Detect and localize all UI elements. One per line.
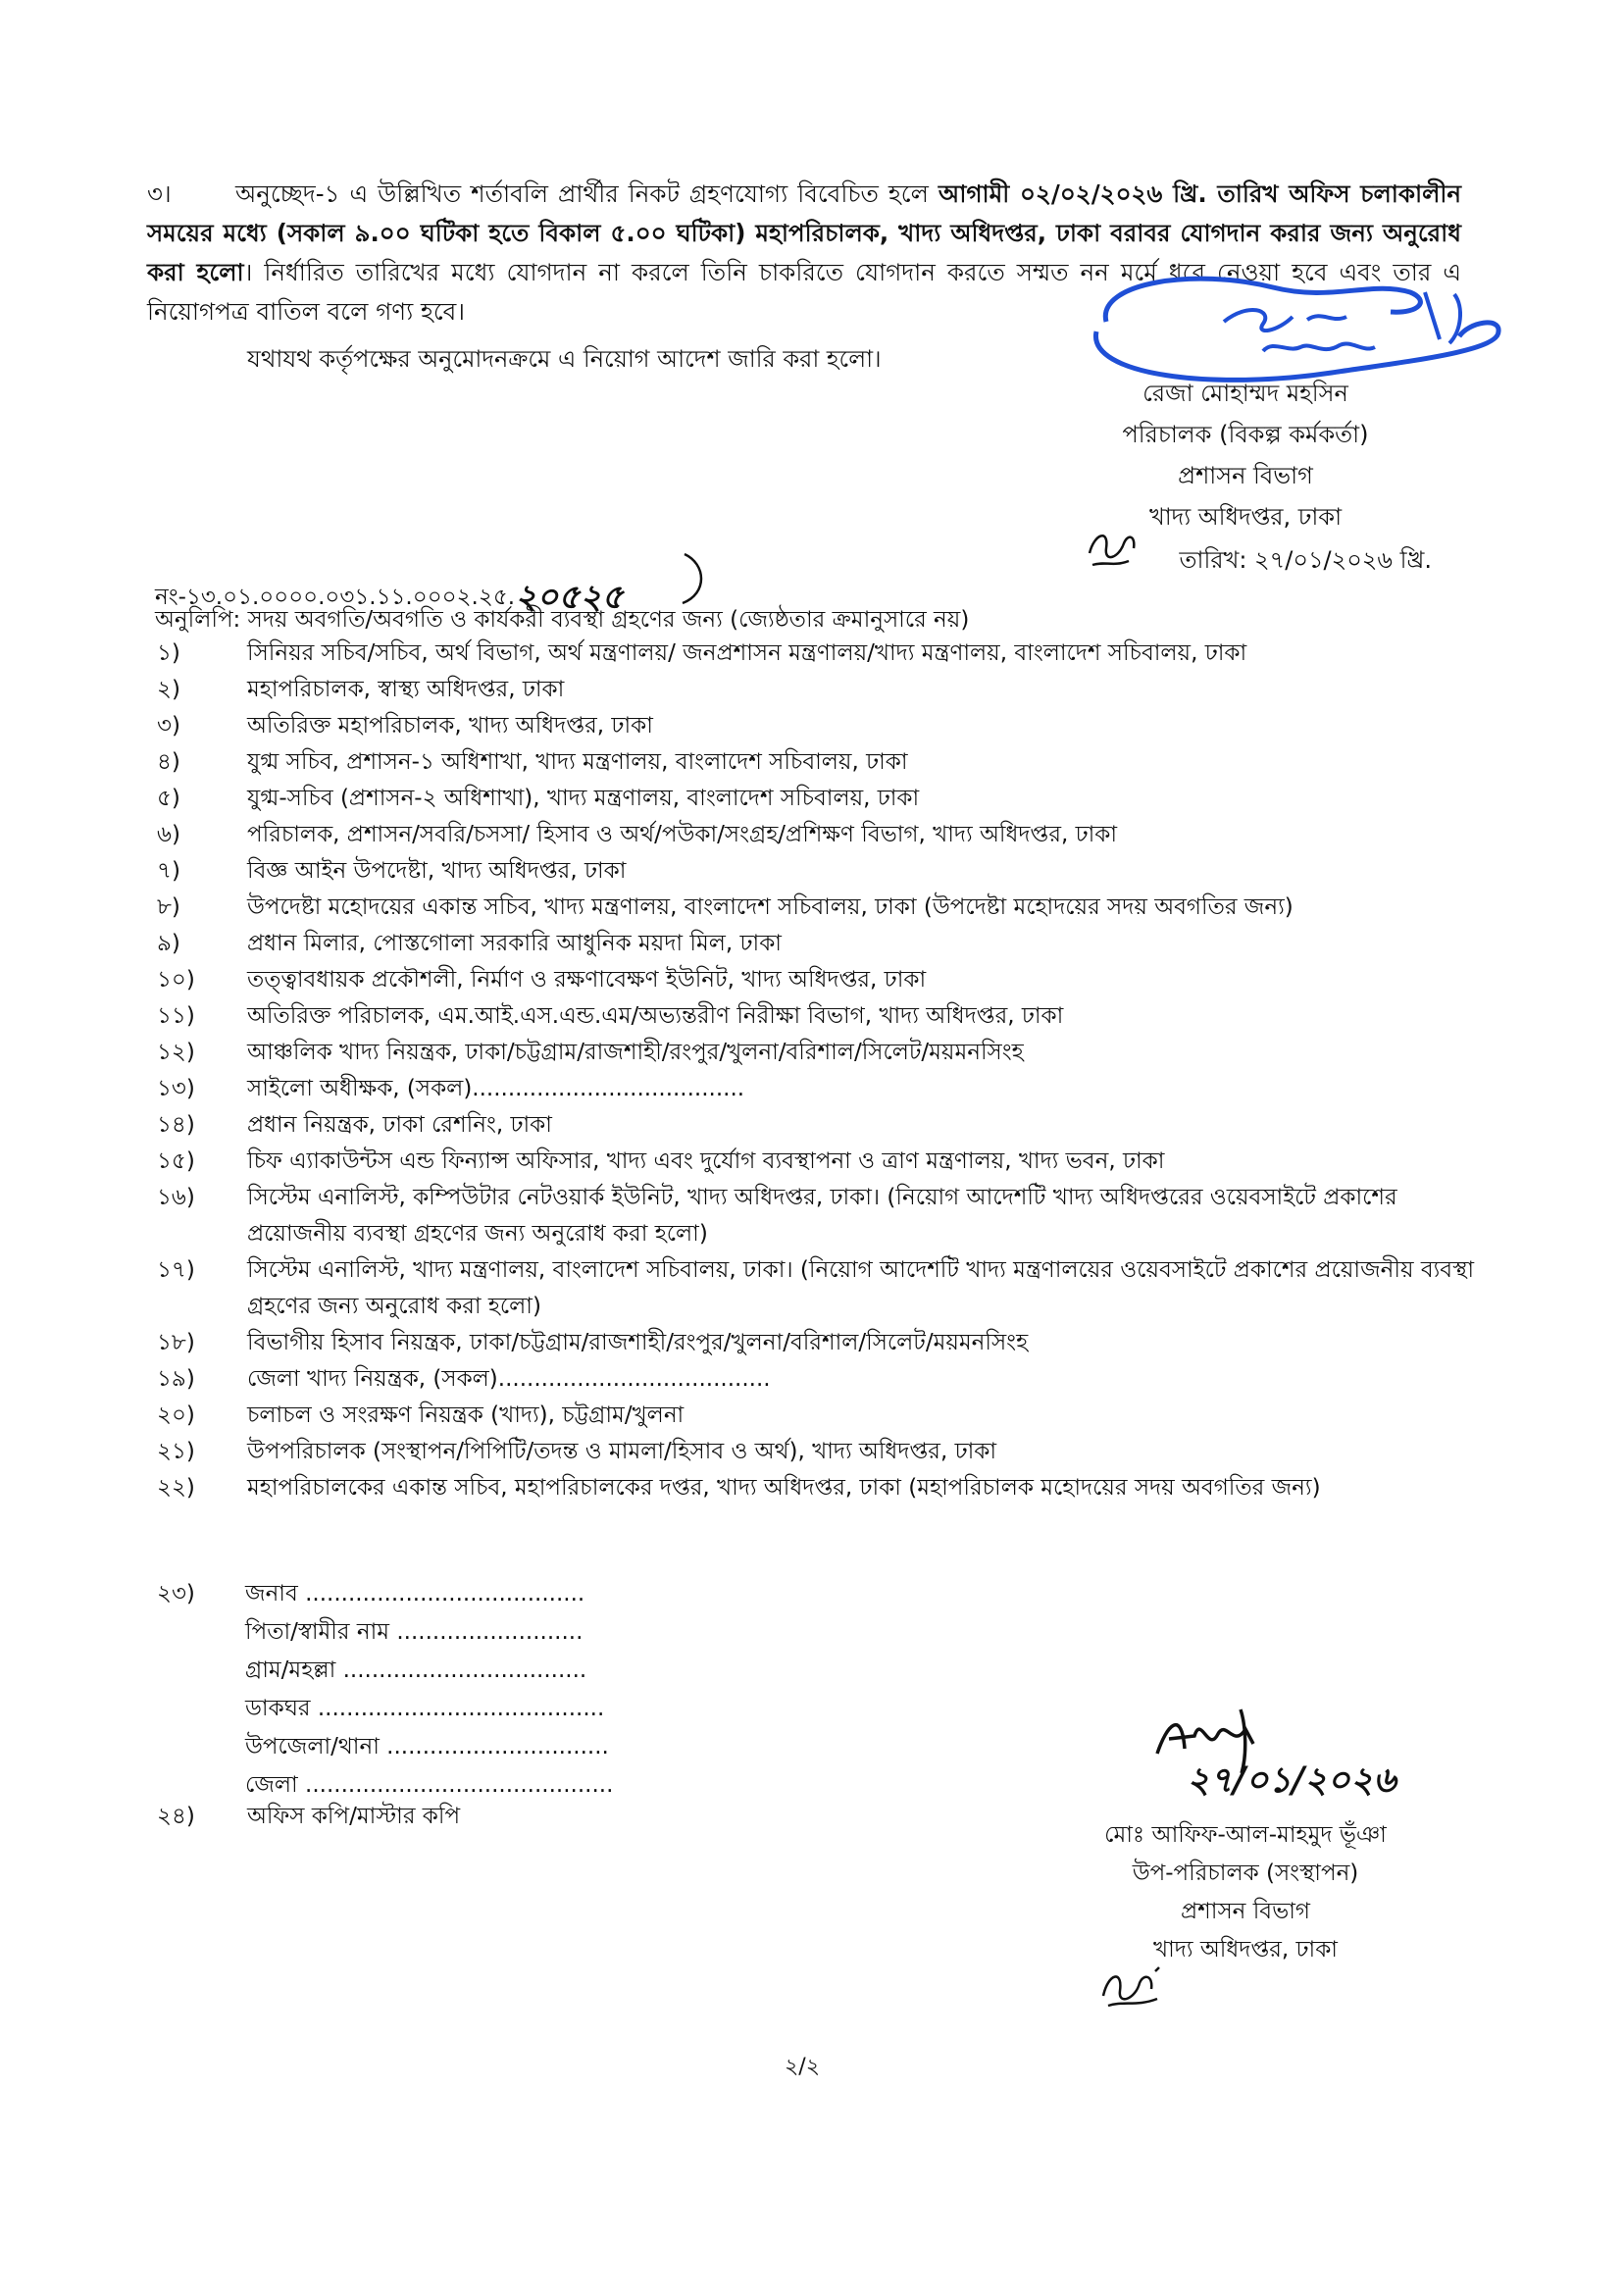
distribution-item [157,708,1491,744]
distribution-item-text: সিস্টেম এনালিস্ট, খাদ্য মন্ত্রণালয়, বাংলাদেশ সচিবালয়, ঢাকা। (নিয়োগ আদেশটি খাদ্য মন্ত্রণালয়ের ওয়েবসাইটে প্রকাশের প্রয়োজনীয় ব্যবস্থা গ্রহণের জন্য অনুরোধ করা হলো) [247,1257,1474,1319]
distribution-item-text: সিস্টেম এনালিস্ট, কম্পিউটার নেটওয়ার্ক ইউনিট, খাদ্য অধিদপ্তর, ঢাকা। (নিয়োগ আদেশটি খাদ্য অধিদপ্তরের ওয়েবসাইটে প্রকাশের প্রয়োজনীয় ব্যবস্থা গ্রহণের জন্য অনুরোধ করা হলো) [247,1185,1397,1247]
initial-scribble-2 [1098,1962,1167,2011]
distribution-item [157,1361,1491,1398]
distribution-item-text: প্রধান নিয়ন্ত্রক, ঢাকা রেশনিং, ঢাকা [247,1112,552,1138]
distribution-list [157,636,1491,1506]
distribution-item-text: অতিরিক্ত পরিচালক, এম.আই.এস.এন্ড.এম/অভ্যন্তরীণ নিরীক্ষা বিভাগ, খাদ্য অধিদপ্তর, ঢাকা [247,1003,1064,1029]
distribution-item-text: সাইলো অধীক্ষক, (সকল)...................................... [247,1076,745,1101]
distribution-item-text: বিভাগীয় হিসাব নিয়ন্ত্রক, ঢাকা/চট্টগ্রাম/রাজশাহী/রংপুর/খুলনা/বরিশাল/সিলেট/ময়মনসিংহ [247,1330,1029,1355]
handwritten-date-2: ২৭/০১/২০২৬ [1187,1759,1396,1801]
signatory-2-office: খাদ্য অধিদপ্তর, ঢাকা [1153,1937,1338,1963]
distribution-item-number: ২১) [157,1439,195,1464]
distribution-item [157,1035,1491,1071]
distribution-item [157,853,1491,890]
paragraph-text-1: অনুচ্ছেদ-১ এ উল্লিখিত শর্তাবলি প্রার্থীর নিকট গ্রহণযোগ্য বিবেচিত হলে [235,179,939,208]
initial-scribble-1 [1085,524,1143,573]
distribution-item [157,1434,1491,1470]
distribution-item-text: জেলা খাদ্য নিয়ন্ত্রক, (সকল)...................................... [247,1366,771,1392]
distribution-item-text: প্রধান মিলার, পোস্তগোলা সরকারি আধুনিক ময়দা মিল, ঢাকা [247,931,782,956]
distribution-item [157,1107,1491,1144]
distribution-item-text: চিফ এ্যাকাউন্টস এন্ড ফিন্যান্স অফিসার, খাদ্য এবং দুর্যোগ ব্যবস্থাপনা ও ত্রাণ মন্ত্রণালয়, খাদ্য ভবন, ঢাকা [247,1148,1165,1174]
distribution-item-text: অতিরিক্ত মহাপরিচালক, খাদ্য অধিদপ্তর, ঢাকা [247,713,653,739]
distribution-item-text: উপপরিচালক (সংস্থাপন/পিপিটি/তদন্ত ও মামলা/হিসাব ও অর্থ), খাদ্য অধিদপ্তর, ঢাকা [247,1439,997,1464]
distribution-item-number: ৫) [157,786,180,811]
distribution-item-text: চলাচল ও সংরক্ষণ নিয়ন্ত্রক (খাদ্য), চট্টগ্রাম/খুলনা [247,1402,685,1428]
item-24-number: ২৪) [157,1804,195,1829]
distribution-item [157,1398,1491,1434]
distribution-item [157,781,1491,817]
distribution-item-number: ১০) [157,967,195,993]
signatory-2-name: মোঃ আফিফ-আল-মাহমুদ ভূঁঞা [1104,1822,1387,1848]
signatory-1-office: খাদ্য অধিদপ্তর, ঢাকা [1148,503,1343,531]
distribution-item-number: ১৭) [157,1257,195,1283]
distribution-item-number: ১৮) [157,1330,195,1355]
signature-block-2 [1059,1816,1432,1969]
memo-number-bracket [677,549,716,608]
signatory-1-name: রেজা মোহাম্মদ মহসিন [1142,380,1348,407]
field-father-husband-name: পিতা/স্বামীর নাম .......................... [245,1619,584,1645]
distribution-item [157,1470,1491,1506]
distribution-item-number: ২০) [157,1402,195,1428]
distribution-item [157,672,1491,708]
distribution-item [157,962,1491,998]
approval-line: যথাযথ কর্তৃপক্ষের অনুমোদনক্রমে এ নিয়োগ আদেশ জারি করা হলো। [247,345,882,373]
handwritten-memo-number: ২০৫২৫ [515,578,624,617]
distribution-item-text: উপদেষ্টা মহোদয়ের একান্ত সচিব, খাদ্য মন্ত্রণালয়, বাংলাদেশ সচিবালয়, ঢাকা (উপদেষ্টা মহোদয়ের সদয় অবগতির জন্য) [247,894,1294,920]
distribution-item-number: ১৩) [157,1076,195,1101]
memo-number-text: নং-১৩.০১.০০০০.০৩১.১১.০০০২.২৫. [155,585,516,610]
distribution-item [157,636,1491,672]
distribution-item-number: ৯) [157,931,180,956]
field-name: জনাব ....................................... [245,1581,585,1606]
distribution-item-text: মহাপরিচালকের একান্ত সচিব, মহাপরিচালকের দপ্তর, খাদ্য অধিদপ্তর, ঢাকা (মহাপরিচালক মহোদয়ের সদয় অবগতির জন্য) [247,1475,1321,1501]
field-village: গ্রাম/মহল্লা .................................. [245,1657,587,1683]
distribution-item-number: ২২) [157,1475,195,1501]
distribution-item-text: যুগ্ম-সচিব (প্রশাসন-২ অধিশাখা), খাদ্য মন্ত্রণালয়, বাংলাদেশ সচিবালয়, ঢাকা [247,786,920,811]
distribution-item-number: ৪) [157,749,180,775]
copy-distribution-heading: অনুলিপি: সদয় অবগতি/অবগতি ও কার্যকরী ব্যবস্থা গ্রহণের জন্য (জ্যেষ্ঠতার ক্রমানুসারে নয়) [155,607,970,633]
distribution-item-number: ১৬) [157,1185,195,1210]
distribution-item-text: সিনিয়র সচিব/সচিব, অর্থ বিভাগ, অর্থ মন্ত্রণালয়/ জনপ্রশাসন মন্ত্রণালয়/খাদ্য মন্ত্রণালয়, বাংলাদেশ সচিবালয়, ঢাকা [247,640,1247,666]
distribution-item [157,1144,1491,1180]
distribution-item-24 [157,1799,460,1835]
distribution-item-number: ৩) [157,713,180,739]
distribution-item-text: তত্ত্বাবধায়ক প্রকৌশলী, নির্মাণ ও রক্ষণাবেক্ষণ ইউনিট, খাদ্য অধিদপ্তর, ঢাকা [247,967,927,993]
paragraph-text-2: । নির্ধারিত তারিখের মধ্যে যোগদান না করলে তিনি চাকরিতে যোগদান করতে সম্মত নন মর্মে ধরে নেওয়া হবে এবং তার এ নিয়োগপত্র বাতিল বলে গণ্য হবে। [147,258,1462,326]
distribution-item-number: ৭) [157,858,180,884]
page-number: ২/২ [785,2055,821,2079]
item-23-number: ২৩) [157,1581,195,1606]
distribution-item [157,744,1491,781]
distribution-item-text: মহাপরিচালক, স্বাস্থ্য অধিদপ্তর, ঢাকা [247,677,565,702]
addressee-form-fields [245,1575,613,1805]
distribution-item [157,817,1491,853]
field-district: জেলা ........................................... [245,1772,614,1798]
distribution-item [157,1071,1491,1107]
distribution-item [157,998,1491,1035]
signatory-1-designation: পরিচালক (বিকল্প কর্মকর্তা) [1122,421,1369,448]
paragraph-number: ৩। [147,179,172,208]
distribution-item-number: ৮) [157,894,180,920]
signatory-2-department: প্রশাসন বিভাগ [1181,1899,1310,1924]
distribution-item-text: আঞ্চলিক খাদ্য নিয়ন্ত্রক, ঢাকা/চট্টগ্রাম/রাজশাহী/রংপুর/খুলনা/বরিশাল/সিলেট/ময়মনসিংহ [247,1040,1024,1065]
distribution-item-number: ১১) [157,1003,195,1029]
distribution-item [157,1252,1491,1325]
distribution-item-number: ১) [157,640,180,666]
distribution-item-number: ১৯) [157,1366,195,1392]
distribution-item-number: ৬) [157,822,180,847]
distribution-item [157,926,1491,962]
signatory-1-date: তারিখ: ২৭/০১/২০২৬ খ্রি. [1179,546,1432,574]
item-24-text: অফিস কপি/মাস্টার কপি [247,1804,461,1829]
signatory-1-department: প্রশাসন বিভাগ [1178,462,1313,489]
field-post-office: ডাকঘর ........................................ [245,1696,605,1721]
distribution-item-number: ১৪) [157,1112,195,1138]
distribution-item [157,1180,1491,1252]
distribution-item-number: ১৫) [157,1148,195,1174]
distribution-item-text: যুগ্ম সচিব, প্রশাসন-১ অধিশাখা, খাদ্য মন্ত্রণালয়, বাংলাদেশ সচিবালয়, ঢাকা [247,749,908,775]
distribution-item-text: পরিচালক, প্রশাসন/সবরি/চসসা/ হিসাব ও অর্থ/পউকা/সংগ্রহ/প্রশিক্ষণ বিভাগ, খাদ্য অধিদপ্তর, ঢাকা [247,822,1118,847]
distribution-item-number: ১২) [157,1040,195,1065]
distribution-item-number: ২) [157,677,180,702]
field-upazila: উপজেলা/থানা ............................... [245,1734,609,1759]
distribution-item-text: বিজ্ঞ আইন উপদেষ্টা, খাদ্য অধিদপ্তর, ঢাকা [247,858,627,884]
paragraph-bold-text: আগামী ০২/০২/২০২৬ খ্রি. তারিখ অফিস চলাকালীন সময়ের মধ্যে (সকাল ৯.০০ ঘটিকা হতে বিকাল ৫.০০ ঘটিকা) মহাপরিচালক, খাদ্য অধিদপ্তর, ঢাকা বরাবর যোগদান করার জন্য অনুরোধ করা হলো [147,179,1461,286]
distribution-item [157,1325,1491,1361]
distribution-item [157,890,1491,926]
signatory-2-designation: উপ-পরিচালক (সংস্থাপন) [1132,1861,1359,1886]
